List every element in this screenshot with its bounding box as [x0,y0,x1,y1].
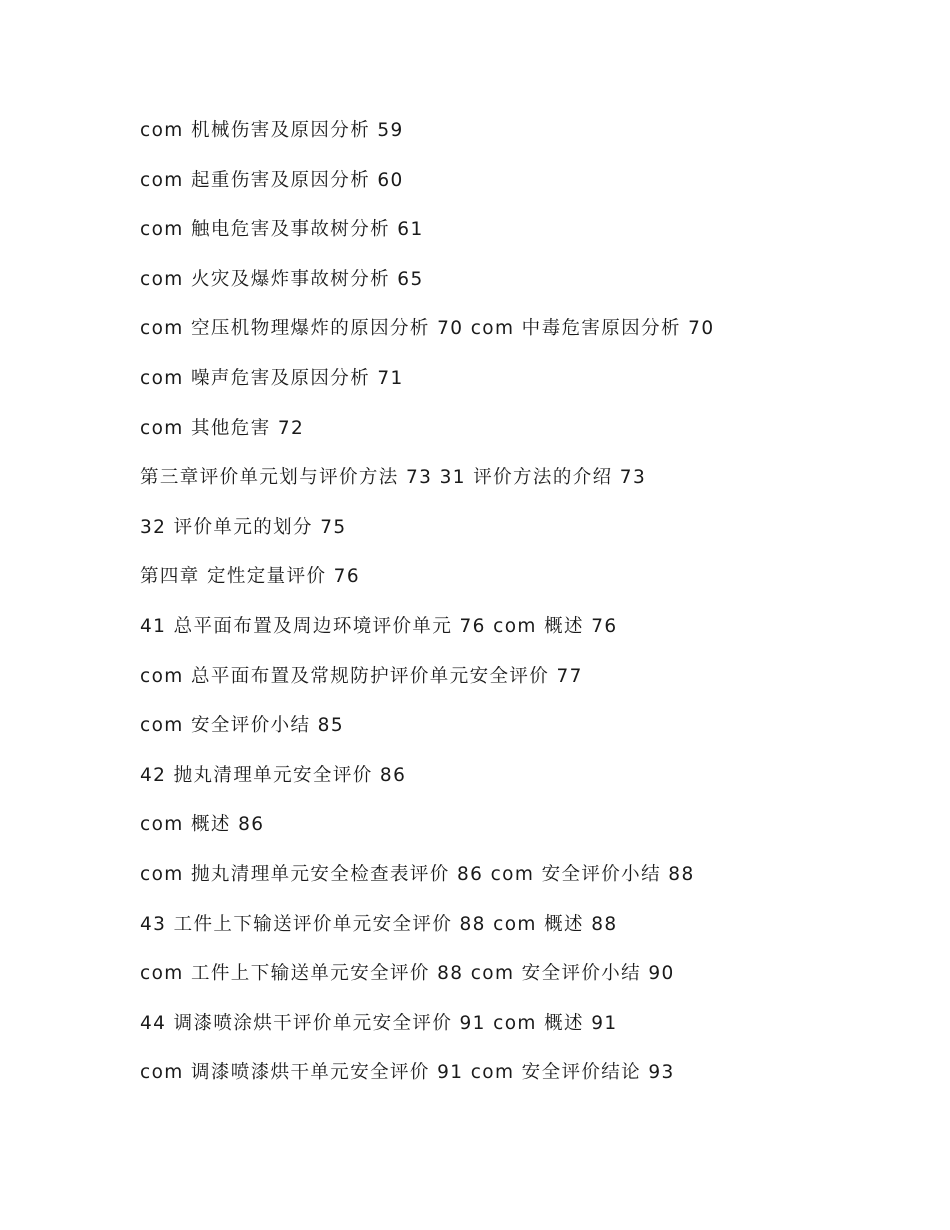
toc-entry: com 其他危害 72 [140,417,305,439]
toc-entry: com 概述 86 [140,814,265,836]
toc-entry: com 工件上下输送单元安全评价 88 com 安全评价小结 90 [140,963,675,985]
toc-chapter-entry: 第四章 定性定量评价 76 [140,566,361,588]
toc-entry: com 火灾及爆炸事故树分析 65 [140,268,424,290]
toc-entry: com 总平面布置及常规防护评价单元安全评价 77 [140,665,583,687]
toc-entry: 32 评价单元的划分 75 [140,516,347,538]
table-of-contents [140,116,920,1108]
toc-entry: com 空压机物理爆炸的原因分析 70 com 中毒危害原因分析 70 [140,318,715,340]
toc-entry: com 噪声危害及原因分析 71 [140,367,404,389]
toc-entry: com 调漆喷漆烘干单元安全评价 91 com 安全评价结论 93 [140,1062,675,1084]
toc-entry: com 安全评价小结 85 [140,715,345,737]
toc-entry: com 起重伤害及原因分析 60 [140,169,404,191]
toc-entry: 41 总平面布置及周边环境评价单元 76 com 概述 76 [140,615,618,637]
toc-entry: 42 抛丸清理单元安全评价 86 [140,764,407,786]
toc-entry: 43 工件上下输送评价单元安全评价 88 com 概述 88 [140,913,618,935]
toc-entry: com 抛丸清理单元安全检查表评价 86 com 安全评价小结 88 [140,863,695,885]
toc-entry: com 触电危害及事故树分析 61 [140,219,424,241]
toc-entry: 44 调漆喷涂烘干评价单元安全评价 91 com 概述 91 [140,1012,618,1034]
toc-entry: com 机械伤害及原因分析 59 [140,120,404,141]
toc-chapter-entry: 第三章评价单元划与评价方法 73 31 评价方法的介绍 73 [140,467,647,489]
